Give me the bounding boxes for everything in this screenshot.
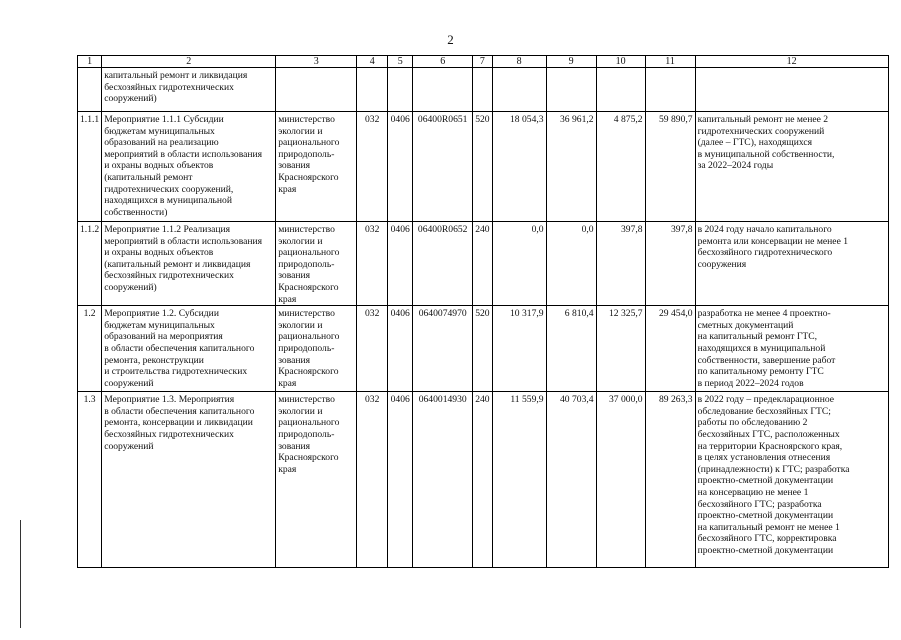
amount-2023: 40 703,4 bbox=[546, 392, 596, 568]
responsible-org: министерство экологии и рационального природополь- зования Красноярского края bbox=[276, 222, 357, 306]
page-number: 2 bbox=[447, 32, 454, 47]
column-numbers-row bbox=[78, 56, 889, 68]
table-row bbox=[78, 222, 889, 306]
amount-2022: 11 559,9 bbox=[492, 392, 546, 568]
rzpr-code: 0406 bbox=[388, 392, 413, 568]
row-number: 1.1.2 bbox=[78, 222, 102, 306]
responsible-org: министерство экологии и рационального природополь- зования Красноярского края bbox=[276, 112, 357, 222]
amount-2022 bbox=[492, 68, 546, 112]
expected-result: в 2022 году – предекларационное обследование бесхозяйных ГТС; работы по обследованию 2 бесхозяйных ГТС, расположенных на территории Красноярского края, в целях установления отнесения (принадлежности) к ГТС; разработка проектно-сметной документации на консервацию не менее 1 бесхозяйного ГТС; разработка проектно-сметной документации на капитальный ремонт не менее 1 бесхозяйного ГТС, корректировка проектно-сметной документации bbox=[695, 392, 888, 568]
col-header: 12 bbox=[695, 56, 888, 68]
amount-2023: 36 961,2 bbox=[546, 112, 596, 222]
row-number: 1.2 bbox=[78, 306, 102, 392]
expected-result: капитальный ремонт не менее 2 гидротехнических сооружений (далее – ГТС), находящихся в муниципальной собственности, за 2022–2024 годы bbox=[695, 112, 888, 222]
csr-code: 0640014930 bbox=[413, 392, 473, 568]
grbs-code: 032 bbox=[357, 306, 388, 392]
responsible-org: министерство экологии и рационального природополь- зования Красноярского края bbox=[276, 306, 357, 392]
vr-code bbox=[473, 68, 492, 112]
program-table bbox=[77, 55, 889, 568]
activity-name: капитальный ремонт и ликвидация бесхозяйных гидротехнических сооружений) bbox=[102, 68, 276, 112]
margin-line bbox=[20, 520, 21, 628]
amount-total: 29 454,0 bbox=[645, 306, 695, 392]
col-header: 8 bbox=[492, 56, 546, 68]
csr-code: 06400R0651 bbox=[413, 112, 473, 222]
table-row bbox=[78, 306, 889, 392]
amount-total bbox=[645, 68, 695, 112]
amount-total: 59 890,7 bbox=[645, 112, 695, 222]
grbs-code: 032 bbox=[357, 222, 388, 306]
csr-code bbox=[413, 68, 473, 112]
expected-result bbox=[695, 68, 888, 112]
grbs-code: 032 bbox=[357, 392, 388, 568]
rzpr-code: 0406 bbox=[388, 222, 413, 306]
activity-name: Мероприятие 1.2. Субсидии бюджетам муниципальных образований на мероприятия в области обеспечения капитального ремонта, реконструкции и строительства гидротехнических сооружений bbox=[102, 306, 276, 392]
col-header: 5 bbox=[388, 56, 413, 68]
col-header: 1 bbox=[78, 56, 102, 68]
grbs-code bbox=[357, 68, 388, 112]
csr-code: 0640074970 bbox=[413, 306, 473, 392]
row-number: 1.3 bbox=[78, 392, 102, 568]
amount-total: 397,8 bbox=[645, 222, 695, 306]
amount-2024 bbox=[596, 68, 645, 112]
amount-2023: 6 810,4 bbox=[546, 306, 596, 392]
table-row bbox=[78, 68, 889, 112]
col-header: 3 bbox=[276, 56, 357, 68]
rzpr-code: 0406 bbox=[388, 306, 413, 392]
col-header: 6 bbox=[413, 56, 473, 68]
col-header: 11 bbox=[645, 56, 695, 68]
responsible-org: министерство экологии и рационального природополь- зования Красноярского края bbox=[276, 392, 357, 568]
col-header: 10 bbox=[596, 56, 645, 68]
amount-2022: 10 317,9 bbox=[492, 306, 546, 392]
vr-code: 520 bbox=[473, 306, 492, 392]
row-number: 1.1.1 bbox=[78, 112, 102, 222]
grbs-code: 032 bbox=[357, 112, 388, 222]
row-number bbox=[78, 68, 102, 112]
col-header: 4 bbox=[357, 56, 388, 68]
amount-total: 89 263,3 bbox=[645, 392, 695, 568]
amount-2022: 18 054,3 bbox=[492, 112, 546, 222]
responsible-org bbox=[276, 68, 357, 112]
vr-code: 240 bbox=[473, 392, 492, 568]
amount-2023: 0,0 bbox=[546, 222, 596, 306]
table-row bbox=[78, 392, 889, 568]
vr-code: 520 bbox=[473, 112, 492, 222]
amount-2024: 37 000,0 bbox=[596, 392, 645, 568]
expected-result: разработка не менее 4 проектно- сметных документаций на капитальный ремонт ГТС, находящихся в муниципальной собственности, завершение работ по капитальному ремонту ГТС в период 2022–2024 годов bbox=[695, 306, 888, 392]
rzpr-code bbox=[388, 68, 413, 112]
col-header: 7 bbox=[473, 56, 492, 68]
col-header: 9 bbox=[546, 56, 596, 68]
table-row bbox=[78, 112, 889, 222]
amount-2023 bbox=[546, 68, 596, 112]
col-header: 2 bbox=[102, 56, 276, 68]
csr-code: 06400R0652 bbox=[413, 222, 473, 306]
expected-result: в 2024 году начало капитального ремонта или консервации не менее 1 бесхозяйного гидротехнического сооружения bbox=[695, 222, 888, 306]
vr-code: 240 bbox=[473, 222, 492, 306]
amount-2024: 4 875,2 bbox=[596, 112, 645, 222]
amount-2022: 0,0 bbox=[492, 222, 546, 306]
activity-name: Мероприятие 1.1.2 Реализация мероприятий в области использования и охраны водных объектов (капитальный ремонт и ликвидация бесхозяйных гидротехнических сооружений) bbox=[102, 222, 276, 306]
activity-name: Мероприятие 1.1.1 Субсидии бюджетам муниципальных образований на реализацию мероприятий в области использования и охраны водных объектов (капитальный ремонт гидротехнических сооружений, находящихся в муниципальной собственности) bbox=[102, 112, 276, 222]
activity-name: Мероприятие 1.3. Мероприятия в области обеспечения капитального ремонта, консервации и ликвидации бесхозяйных гидротехнических сооружений bbox=[102, 392, 276, 568]
amount-2024: 12 325,7 bbox=[596, 306, 645, 392]
amount-2024: 397,8 bbox=[596, 222, 645, 306]
rzpr-code: 0406 bbox=[388, 112, 413, 222]
